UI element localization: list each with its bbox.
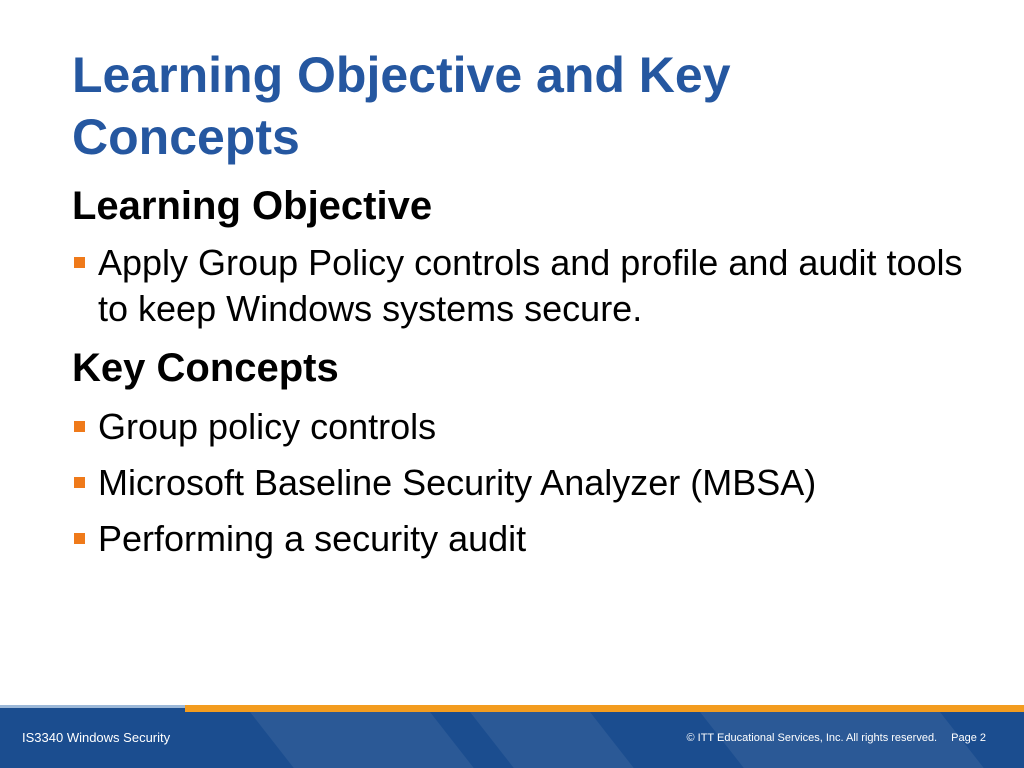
list-item bbox=[72, 460, 982, 506]
list-item bbox=[72, 240, 982, 332]
key-concepts-list bbox=[72, 404, 982, 562]
square-bullet-icon bbox=[74, 421, 85, 432]
list-item bbox=[72, 516, 982, 562]
bullet-text: Microsoft Baseline Security Analyzer (MBSA) bbox=[98, 462, 817, 503]
footer-decor-shape bbox=[250, 712, 474, 768]
section-heading-key-concepts: Key Concepts bbox=[72, 346, 339, 390]
bullet-text: Apply Group Policy controls and profile and audit tools to keep Windows systems secure. bbox=[98, 242, 963, 329]
page-number: Page 2 bbox=[951, 732, 986, 744]
slide-content bbox=[72, 180, 982, 562]
section-heading-learning-objective: Learning Objective bbox=[72, 184, 433, 228]
list-item bbox=[72, 404, 982, 450]
footer-course-title: IS3340 Windows Security bbox=[22, 730, 171, 745]
footer-accent-stripe bbox=[185, 705, 1024, 712]
square-bullet-icon bbox=[74, 257, 85, 268]
bullet-text: Performing a security audit bbox=[98, 518, 527, 559]
learning-objective-list bbox=[72, 240, 982, 332]
slide-title: Learning Objective and Key Concepts bbox=[72, 47, 731, 165]
square-bullet-icon bbox=[74, 533, 85, 544]
footer-right-info bbox=[687, 728, 987, 748]
square-bullet-icon bbox=[74, 477, 85, 488]
footer-copyright: © ITT Educational Services, Inc. All rights reserved. bbox=[686, 732, 938, 744]
bullet-text: Group policy controls bbox=[98, 406, 437, 447]
footer-decor-shape bbox=[470, 712, 634, 768]
